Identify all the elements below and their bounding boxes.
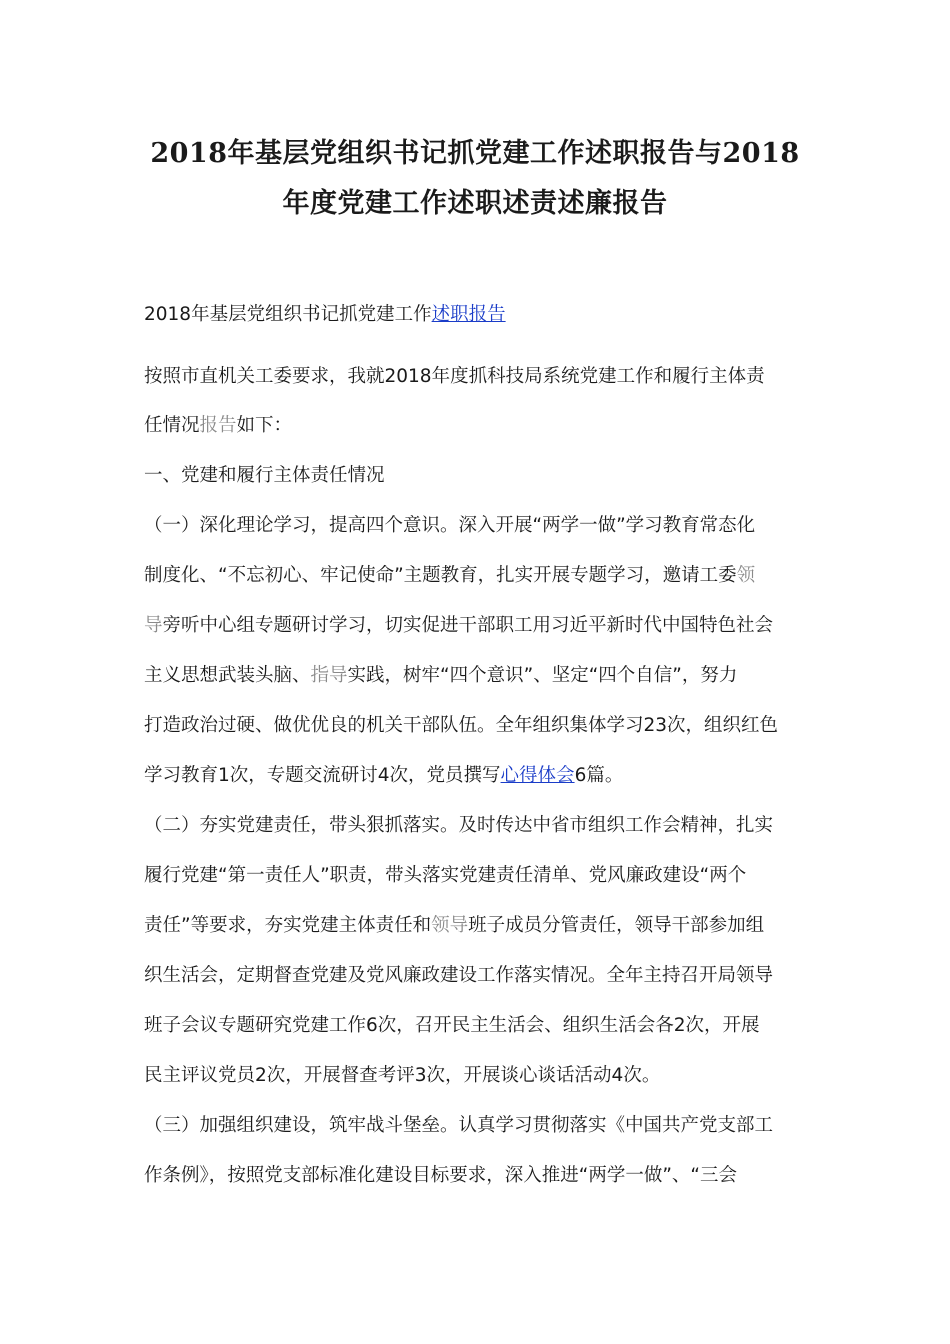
item2-text: 责任”等要求，夯实党建主体责任和 [144, 915, 432, 936]
subtitle-link[interactable]: 述职报告 [431, 304, 506, 325]
item2-line-3 [144, 911, 824, 941]
item1-text: 主义思想武装头脑、 [144, 665, 311, 686]
item2-muted-word: 领导 [431, 915, 469, 936]
item2-line-1: （二）夯实党建责任，带头狠抓落实。及时传达中省市组织工作会精神，扎实 [144, 815, 774, 836]
item2-line-5: 班子会议专题研究党建工作6次，召开民主生活会、组织生活会各2次，开展 [144, 1015, 760, 1036]
intro-line-1: 按照市直机关工委要求，我就2018年度抓科技局系统党建工作和履行主体责 [144, 366, 765, 387]
section-heading: 一、党建和履行主体责任情况 [144, 465, 385, 486]
item1-line-3 [144, 611, 824, 641]
item1-line-5: 打造政治过硬、做优优良的机关干部队伍。全年组织集体学习23次，组织红色 [144, 715, 779, 736]
item1-muted-word: 指导 [310, 665, 348, 686]
intro-text: 如下： [236, 415, 293, 436]
document-title-line-2: 年度党建工作述职述责述廉报告 [282, 188, 668, 219]
item1-line-1: （一）深化理论学习，提高四个意识。深入开展“两学一做”学习教育常态化 [144, 515, 756, 536]
item1-muted-word: 导 [144, 615, 163, 636]
document-title-line-1: 2018年基层党组织书记抓党建工作述职报告与2018 [150, 138, 800, 169]
item1-line-2 [144, 561, 824, 591]
item2-text: 班子成员分管责任，领导干部参加组 [468, 915, 765, 936]
item1-link[interactable]: 心得体会 [500, 765, 575, 786]
item2-line-4: 织生活会，定期督查党建及党风廉政建设工作落实情况。全年主持召开局领导 [144, 965, 774, 986]
item1-muted-word: 领 [736, 565, 756, 586]
intro-text: 任情况 [144, 415, 200, 436]
item1-line-4 [144, 661, 824, 691]
item2-line-6: 民主评议党员2次，开展督查考评3次，开展谈心谈话活动4次。 [144, 1065, 661, 1086]
subtitle-text: 2018年基层党组织书记抓党建工作 [144, 304, 432, 325]
item2-line-2: 履行党建“第一责任人”职责，带头落实党建责任清单、党风廉政建设“两个 [144, 865, 747, 886]
item1-text: 实践，树牢“四个意识”、坚定“四个自信”，努力 [347, 665, 738, 686]
item1-text: 6篇。 [574, 765, 624, 786]
item1-text: 旁听中心组专题研讨学习，切实促进干部职工用习近平新时代中国特色社会 [162, 615, 774, 636]
item1-line-6 [144, 761, 824, 791]
intro-line-2 [144, 411, 824, 441]
item3-line-1: （三）加强组织建设，筑牢战斗堡垒。认真学习贯彻落实《中国共产党支部工 [144, 1115, 774, 1136]
item1-text: 学习教育1次，专题交流研讨4次，党员撰写 [144, 765, 501, 786]
item1-text: 制度化、“不忘初心、牢记使命”主题教育，扎实开展专题学习，邀请工委 [144, 565, 737, 586]
intro-muted-word: 报告 [199, 415, 237, 436]
subtitle [144, 300, 824, 330]
item3-line-2: 作条例》，按照党支部标准化建设目标要求，深入推进“两学一做”、“三会 [144, 1165, 738, 1186]
